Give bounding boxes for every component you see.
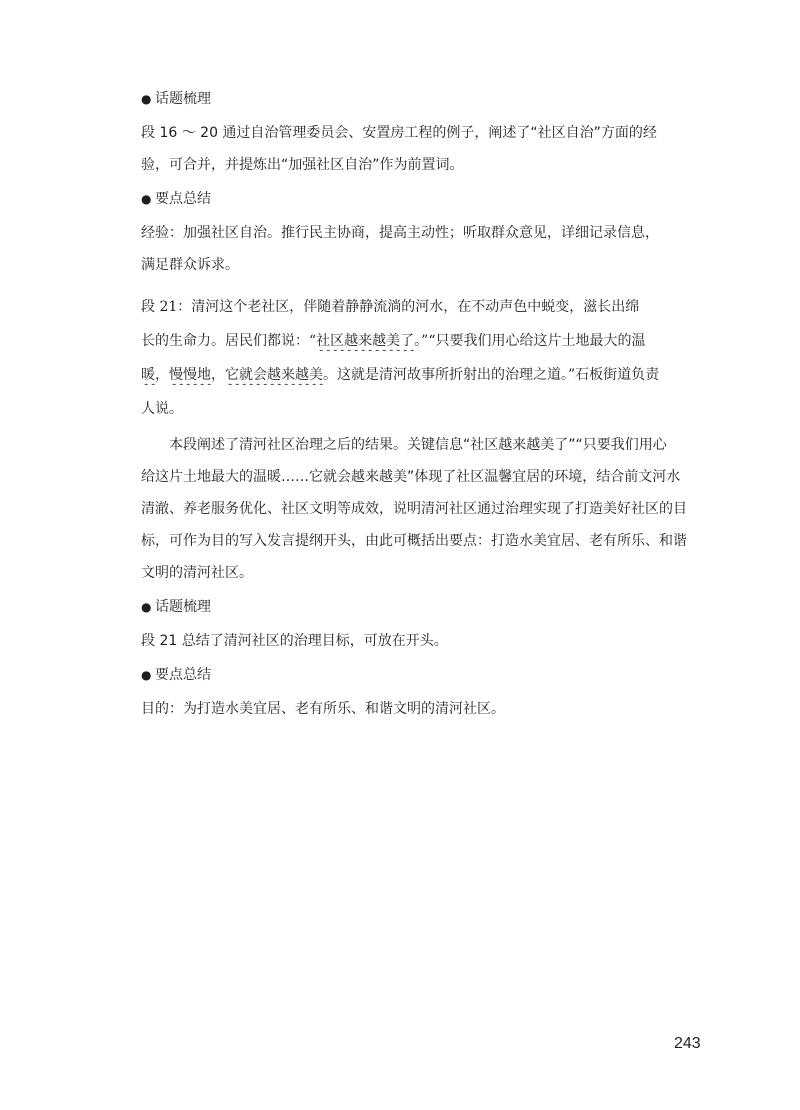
passage-line-3 xyxy=(141,365,709,385)
analysis-line-4: 标，可作为目的写入发言提纲开头，由此可概括出要点：打造水美宜居、老有所乐、和谐 xyxy=(141,533,687,549)
summary-heading-1 xyxy=(141,189,709,209)
summary-heading-label: 要点总结 xyxy=(155,667,211,683)
analysis-line-3: 清澈、养老服务优化、社区文明等成效，说明清河社区通过治理实现了打造美好社区的目 xyxy=(141,501,687,517)
passage-line-1: 段 21：清河这个老社区，伴随着静静流淌的河水，在不动声色中蜕变，滋长出绵 xyxy=(141,299,640,315)
passage-line-2-before: 长的生命力。居民们都说：“ xyxy=(141,333,317,349)
summary-text-line-2: 满足群众诉求。 xyxy=(141,257,239,273)
topic-text-line-2: 验，可合并，并提炼出“加强社区自治”作为前置词。 xyxy=(141,157,464,173)
summary-text-line-1: 经验：加强社区自治。推行民主协商，提高主动性；听取群众意见，详细记录信息， xyxy=(141,225,659,241)
passage-line-4: 人说。 xyxy=(141,401,183,417)
topic-heading-1 xyxy=(141,89,709,109)
passage-underlined-word-3: 它就会越来越美 xyxy=(225,367,323,383)
passage-sep-1: ， xyxy=(155,367,169,383)
topic-text-line-3: 段 21 总结了清河社区的治理目标，可放在开头。 xyxy=(141,633,448,649)
passage-line-2-after: 。”“只要我们用心给这片土地最大的温 xyxy=(414,333,646,349)
passage-line-3-after: 。这就是清河故事所折射出的治理之道。”石板街道负责 xyxy=(323,367,660,383)
topic-heading-label: 话题梳理 xyxy=(155,599,211,615)
topic-text-line-1: 段 16 ～ 20 通过自治管理委员会、安置房工程的例子，阐述了“社区自治”方面的经 xyxy=(141,125,657,141)
passage-underlined-word-1: 暖 xyxy=(141,367,155,383)
summary-heading-2 xyxy=(141,665,709,685)
analysis-line-5: 文明的清河社区。 xyxy=(141,565,253,581)
topic-heading-label: 话题梳理 xyxy=(155,91,211,107)
topic-heading-2 xyxy=(141,597,709,617)
passage-underlined-quote: 社区越来越美了 xyxy=(316,333,415,349)
passage-sep-2: ， xyxy=(211,367,225,383)
analysis-line-2: 给这片土地最大的温暖……它就会越来越美”体现了社区温馨宜居的环境，结合前文河水 xyxy=(141,469,681,485)
summary-text-line-3: 目的：为打造水美宜居、老有所乐、和谐文明的清河社区。 xyxy=(141,701,505,717)
passage-underlined-word-2: 慢慢地 xyxy=(169,367,211,383)
bullet-icon: ● xyxy=(141,192,152,206)
bullet-icon: ● xyxy=(141,668,152,682)
analysis-line-1: 本段阐述了清河社区治理之后的结果。关键信息“社区越来越美了”“只要我们用心 xyxy=(169,437,667,453)
summary-heading-label: 要点总结 xyxy=(155,191,211,207)
page-number: 243 xyxy=(674,1035,701,1052)
bullet-icon: ● xyxy=(141,600,152,614)
passage-line-2 xyxy=(141,331,709,351)
page-content xyxy=(141,89,709,719)
bullet-icon: ● xyxy=(141,92,152,106)
